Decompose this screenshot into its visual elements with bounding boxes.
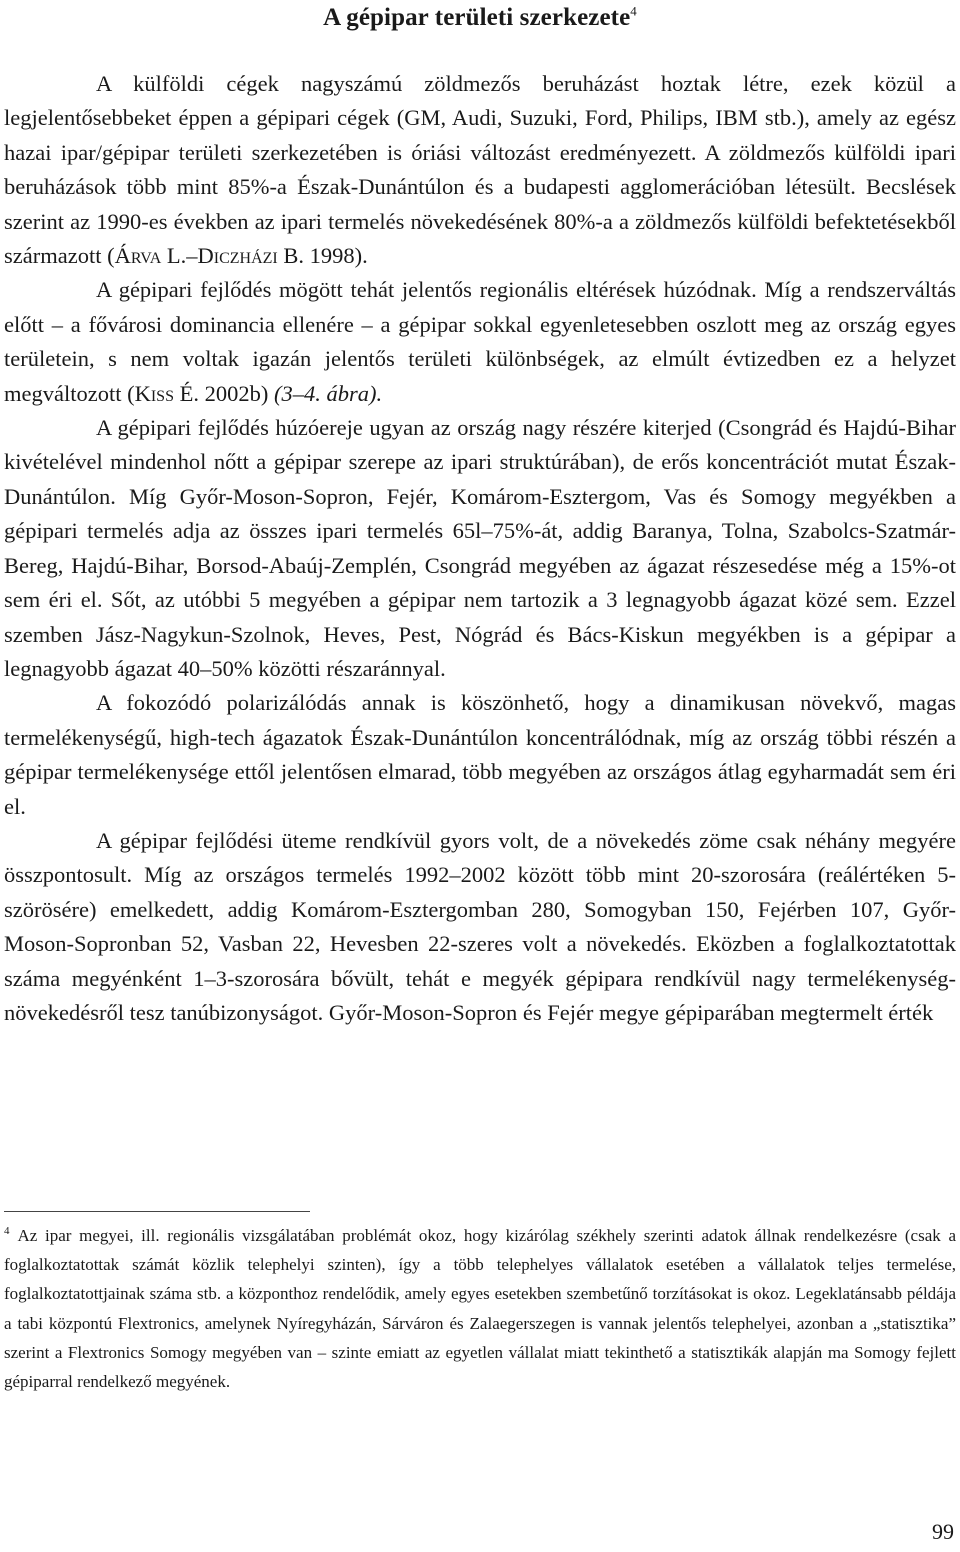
citation-author-diczhazi: Diczházi <box>197 243 278 269</box>
title-footnote-ref: 4 <box>630 3 637 19</box>
footnote-mark: 4 <box>4 1225 10 1238</box>
paragraph-3: A gépipari fejlődés húzóereje ugyan az ország nagy részére kiterjed (Csongrád és Hajdú-Bihar kivételével mindenhol nőtt a gépipar szerepe az ipari struktúrában), de erős koncentrációt mutat Észak-Dunántúlon. Míg Győr-Moson-Sopron, Fejér, Komárom-Esztergom, Vas és Somogy megyékben a gépipari termelés adja az összes ipari termelés 65l–75%-át, addig Baranya, Tolna, Szabolcs-Szatmár-Bereg, Hajdú-Bihar, Borsod-Abaúj-Zemplén, Csongrád megyében az ágazat részesedése még a 15%-ot sem éri el. Sőt, az utóbbi 5 megyében a gépipar nem tartozik a 3 legnagyobb ágazat közé sem. Ezzel szemben Jász-Nagykun-Szolnok, Heves, Pest, Nógrád és Bács-Kiskun megyékben is a gépipar a legnagyobb ágazat 40–50% közötti részaránnyal. <box>4 415 956 681</box>
footnote <box>4 1221 956 1396</box>
body-text <box>4 67 956 1030</box>
citation-year-1998: B. 1998). <box>277 243 368 269</box>
document-page <box>4 0 956 1544</box>
page-title <box>4 0 956 34</box>
paragraph-5: A gépipar fejlődési üteme rendkívül gyors volt, de a növekedés zöme csak néhány megyére összpontosult. Míg az országos termelés 1992–2002 között több mint 20-szorosára (reálértéken 5-szörösére) emelkedett, addig Komárom-Esztergomban 280, Somogyban 150, Fejérben 107, Győr-Moson-Sopronban 52, Vasban 22, Hevesben 22-szeres volt a növekedés. Eközben a foglalkoztatottak száma megyénként 1–3-szorosára bővült, tehát e megyék gépipara rendkívül nagy termelékenység-növekedésről tesz tanúbizonyságot. Győr-Moson-Sopron és Fejér megye gépiparában megtermelt érték <box>4 827 956 1025</box>
citation-year-2002b: É. 2002b) <box>173 380 274 406</box>
page-number: 99 <box>932 1519 954 1544</box>
figure-reference: (3–4. ábra). <box>273 380 383 406</box>
paragraph-2-text: A gépipari fejlődés mögött tehát jelentős regionális eltérések húzódnak. Míg a rendszerváltás előtt – a fővárosi dominancia ellenére – a gépipar sokkal egyenletesebben oszlott meg az ország egyes területein, s nem voltak igazán jelentős területi különbségek, az elmúlt évtizedben ez a helyzet megváltozott ( <box>4 277 956 406</box>
paragraph-1 <box>4 67 956 273</box>
citation-initial-arva: L.– <box>161 243 198 269</box>
title-text: A gépipar területi szerkezete <box>323 4 631 31</box>
citation-author-kiss: Kiss <box>134 380 174 406</box>
paragraph-4: A fokozódó polarizálódás annak is köszönhető, hogy a dinamikusan növekvő, magas termelékenységű, high-tech ágazatok Észak-Dunántúlon koncentrálódnak, míg az ország többi részén a gépipar termelékenysége ettől jelentősen elmarad, több megyében az országos átlag egyharmadát sem éri el. <box>4 690 956 819</box>
paragraph-1-text: A külföldi cégek nagyszámú zöldmezős beruházást hoztak létre, ezek közül a legjelentősebbeket éppen a gépipari cégek (GM, Audi, Suzuki, Ford, Philips, IBM stb.), amely az egész hazai ipar/gépipar területi szerkezetében is óriási változást eredményezett. A zöldmezős külföldi ipari beruházások több mint 85%-a Észak-Dunántúlon és a budapesti agglomerációban létesült. Becslések szerint az 1990-es években az ipari termelés növekedésének 80%-a a zöldmezős külföldi befektetésekből származott ( <box>4 71 956 269</box>
footnote-divider <box>4 1211 310 1212</box>
footnote-text: Az ipar megyei, ill. regionális vizsgálatában problémát okoz, hogy kizárólag székhely szerinti adatok állnak rendelkezésre (csak a foglalkoztatottak számát közlik telephelyi szinten), így a több telephelyes vállalatok esetében a vállalatok teljes termelése, foglalkoztatottjainak száma stb. a központhoz rendelődik, amely egyes esetekben szembetűnő torzításokat is okoz. Legeklatánsabb példája a tabi központú Flextronics, amelynek Nyíregyházán, Sárváron és Zalaegerszegen is vannak jelentős telephelyei, azonban a „statisztika” szerint a Flextronics Somogy megyében van – szinte emiatt az egyetlen vállalat miatt tekinthető a statisztikák alapján ma Somogy fejlett gépiparral rendelkező megyének. <box>4 1226 956 1392</box>
citation-author-arva: Árva <box>114 243 162 269</box>
paragraph-2 <box>4 273 956 411</box>
